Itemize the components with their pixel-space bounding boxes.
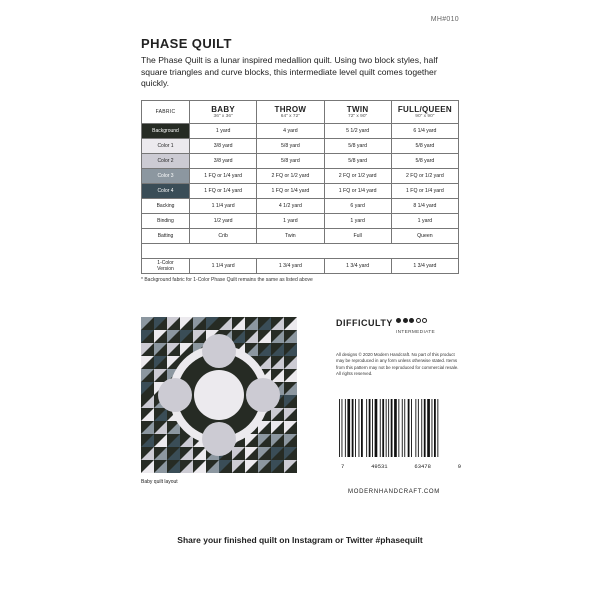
barcode-bar <box>380 399 381 457</box>
table-cell: Full <box>324 229 391 244</box>
table-spacer <box>142 244 459 259</box>
barcode-bar <box>404 399 405 457</box>
quilt-moon-phase <box>158 378 192 412</box>
table-row <box>142 124 459 139</box>
barcode-bar <box>382 399 384 457</box>
fabric-header: FABRIC <box>142 101 190 124</box>
barcode-bar <box>388 399 389 457</box>
barcode-bar <box>408 399 410 457</box>
table-cell: Queen <box>391 229 458 244</box>
barcode-bar <box>411 399 412 457</box>
table-cell: 2 FQ or 1/2 yard <box>257 169 324 184</box>
row-label-background: Background <box>142 124 190 139</box>
copyright-notice: All designs © 2020 Modern Handcraft. No part of this product may be reproduced in any form unless otherwise stated. Items from this pattern may not be reproduced for commercial resale. All rights reserved. <box>336 352 459 376</box>
table-cell: 3/8 yard <box>190 139 257 154</box>
table-cell: 1 3/4 yard <box>324 259 391 274</box>
table-cell: 2 FQ or 1/2 yard <box>391 169 458 184</box>
table-row <box>142 214 459 229</box>
row-label-color-4: Color 4 <box>142 184 190 199</box>
size-header-full-queen: FULL/QUEEN 90" x 90" <box>391 101 458 124</box>
barcode-bar <box>402 399 403 457</box>
row-label-color-1: Color 1 <box>142 139 190 154</box>
table-cell: 5/8 yard <box>257 139 324 154</box>
barcode-bar <box>366 399 367 457</box>
barcode-bar <box>386 399 387 457</box>
barcode-bar <box>342 399 343 457</box>
table-cell: 1 1/4 yard <box>190 199 257 214</box>
barcode-bar <box>372 399 373 457</box>
table-cell: 1 FQ or 1/4 yard <box>324 184 391 199</box>
share-callout: Share your finished quilt on Instagram or Twitter #phasequilt <box>177 535 423 545</box>
table-cell: 4 yard <box>257 124 324 139</box>
barcode <box>339 399 463 457</box>
page-title: PHASE QUILT <box>141 36 232 51</box>
barcode-bar <box>361 399 363 457</box>
size-header-twin: TWIN 72" x 90" <box>324 101 391 124</box>
table-cell: 1 FQ or 1/4 yard <box>257 184 324 199</box>
table-row <box>142 139 459 154</box>
barcode-bar <box>391 399 393 457</box>
table-cell: 1 yard <box>324 214 391 229</box>
table-cell: 1 yard <box>190 124 257 139</box>
difficulty-dot-filled <box>396 318 401 323</box>
table-row <box>142 154 459 169</box>
barcode-bar <box>398 399 399 457</box>
table-cell: Twin <box>257 229 324 244</box>
table-cell: 8 1/4 yard <box>391 199 458 214</box>
table-cell: 2 FQ or 1/2 yard <box>324 169 391 184</box>
difficulty-level: INTERMEDIATE <box>396 330 435 335</box>
table-cell: 1/2 yard <box>190 214 257 229</box>
barcode-bar <box>375 399 378 457</box>
table-cell: 5/8 yard <box>324 139 391 154</box>
website-url: MODERNHANDCRAFT.COM <box>348 489 440 495</box>
table-cell: 5/8 yard <box>391 139 458 154</box>
row-label-color-2: Color 2 <box>142 154 190 169</box>
table-cell: 1 yard <box>257 214 324 229</box>
barcode-bar <box>345 399 346 457</box>
table-cell: 1 3/4 yard <box>257 259 324 274</box>
barcode-bar <box>424 399 426 457</box>
size-header-baby: BABY 36" x 36" <box>190 101 257 124</box>
table-cell: 5/8 yard <box>391 154 458 169</box>
table-cell: 1 FQ or 1/4 yard <box>190 169 257 184</box>
row-label-batting: Batting <box>142 229 190 244</box>
row-label-binding: Binding <box>142 214 190 229</box>
barcode-bar <box>415 399 416 457</box>
row-label-color-3: Color 3 <box>142 169 190 184</box>
row-label-one-color: 1-Color Version <box>142 259 190 274</box>
difficulty-label: DIFFICULTY <box>336 318 393 328</box>
barcode-number: 7 49531 63478 9 <box>341 463 461 470</box>
table-header-row <box>142 101 459 124</box>
barcode-bar <box>427 399 430 457</box>
table-cell: 3/8 yard <box>190 154 257 169</box>
barcode-bar <box>339 399 340 457</box>
table-cell: 1 FQ or 1/4 yard <box>391 184 458 199</box>
barcode-bar <box>421 399 422 457</box>
table-cell: 5/8 yard <box>257 154 324 169</box>
quilt-moon-phase <box>202 422 236 456</box>
table-cell: 5 1/2 yard <box>324 124 391 139</box>
barcode-bar <box>347 399 350 457</box>
table-cell: 6 1/4 yard <box>391 124 458 139</box>
table-cell: 1 FQ or 1/4 yard <box>190 184 257 199</box>
quilt-caption: Baby quilt layout <box>141 479 178 485</box>
quilt-moon-phase <box>246 378 280 412</box>
table-cell: 5/8 yard <box>324 154 391 169</box>
barcode-bar <box>355 399 356 457</box>
difficulty-rating <box>396 318 427 323</box>
table-row <box>142 169 459 184</box>
quilt-center-moon <box>194 370 244 420</box>
barcode-bar <box>369 399 371 457</box>
quilt-layout-illustration <box>141 317 297 473</box>
footnote: * Background fabric for 1-Color Phase Quilt remains the same as listed above <box>141 277 313 283</box>
table-cell: 6 yard <box>324 199 391 214</box>
barcode-bar <box>359 399 360 457</box>
row-label-backing: Backing <box>142 199 190 214</box>
barcode-bar <box>432 399 433 457</box>
table-cell: 1 3/4 yard <box>391 259 458 274</box>
table-cell: 1 yard <box>391 214 458 229</box>
barcode-bar <box>434 399 436 457</box>
difficulty-dot-filled <box>403 318 408 323</box>
barcode-bar <box>418 399 419 457</box>
difficulty-dot-empty <box>422 318 427 323</box>
pattern-code: MH#010 <box>430 16 459 23</box>
barcode-bar <box>437 399 438 457</box>
table-row <box>142 199 459 214</box>
difficulty-dot-empty <box>416 318 421 323</box>
difficulty-dot-filled <box>409 318 414 323</box>
table-cell: 4 1/2 yard <box>257 199 324 214</box>
barcode-bar <box>352 399 354 457</box>
table-cell: 1 1/4 yard <box>190 259 257 274</box>
table-row <box>142 184 459 199</box>
barcode-bar <box>394 399 397 457</box>
intro-paragraph: The Phase Quilt is a lunar inspired medallion quilt. Using two block styles, half square triangles and curve blocks, this intermediate level quilt comes together quickly. <box>141 55 438 88</box>
quilt-moon-phase <box>202 334 236 368</box>
fabric-requirements-table <box>141 100 459 274</box>
size-header-throw: THROW 64" x 72" <box>257 101 324 124</box>
table-cell: Crib <box>190 229 257 244</box>
one-color-row <box>142 259 459 274</box>
table-row <box>142 229 459 244</box>
